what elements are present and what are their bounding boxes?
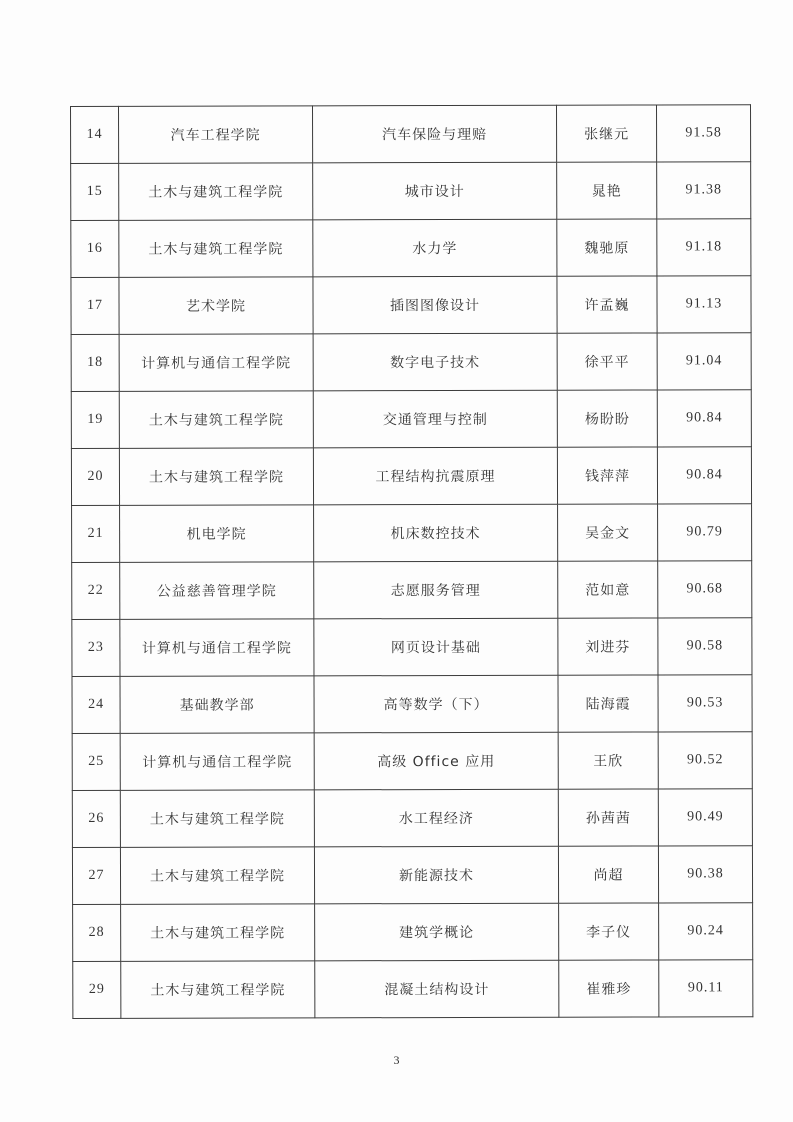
score-value: 91.38 (657, 162, 751, 219)
row-number: 14 (71, 106, 119, 163)
teacher-name: 杨盼盼 (557, 390, 657, 447)
table-row (71, 447, 751, 506)
college-name: 土木与建筑工程学院 (119, 163, 313, 221)
course-name: 机床数控技术 (314, 504, 558, 562)
college-name: 土木与建筑工程学院 (119, 391, 313, 449)
score-value: 91.58 (656, 105, 750, 162)
row-number: 27 (72, 847, 120, 904)
row-number: 28 (73, 904, 121, 961)
teacher-name: 吴金文 (558, 504, 658, 561)
teacher-name: 尚超 (558, 846, 658, 903)
teacher-name: 孙茜茜 (558, 789, 658, 846)
score-value: 90.53 (658, 675, 752, 732)
teacher-name: 魏驰原 (557, 219, 657, 276)
teacher-name: 晁艳 (557, 162, 657, 219)
college-name: 计算机与通信工程学院 (120, 619, 314, 677)
score-value: 90.24 (659, 903, 753, 960)
teacher-name: 李子仪 (559, 903, 659, 960)
score-value: 90.49 (658, 789, 752, 846)
college-name: 计算机与通信工程学院 (119, 334, 313, 392)
score-value: 91.18 (657, 219, 751, 276)
college-name: 土木与建筑工程学院 (120, 847, 314, 905)
teacher-name: 钱萍萍 (557, 447, 657, 504)
course-name: 高级 Office 应用 (314, 732, 558, 790)
teacher-name: 张继元 (556, 105, 656, 162)
table-row (71, 105, 751, 164)
college-name: 艺术学院 (119, 277, 313, 335)
score-value: 90.84 (657, 390, 751, 447)
teacher-name: 王欣 (558, 732, 658, 789)
row-number: 17 (71, 277, 119, 334)
table-row (73, 903, 753, 962)
course-name: 数字电子技术 (313, 333, 557, 391)
course-name: 水力学 (313, 219, 557, 277)
teacher-name: 陆海霞 (558, 675, 658, 732)
college-name: 公益慈善管理学院 (120, 562, 314, 620)
row-number: 26 (72, 790, 120, 847)
table-row (72, 618, 752, 677)
row-number: 24 (72, 676, 120, 733)
row-number: 15 (71, 163, 119, 220)
table-row (72, 732, 752, 791)
course-name: 网页设计基础 (314, 618, 558, 676)
table-row (72, 846, 752, 905)
row-number: 20 (71, 448, 119, 505)
row-number: 19 (71, 391, 119, 448)
score-value: 90.11 (659, 960, 753, 1017)
score-value: 90.52 (658, 732, 752, 789)
row-number: 29 (73, 961, 121, 1018)
row-number: 23 (72, 619, 120, 676)
score-value: 91.04 (657, 333, 751, 390)
course-name: 混凝土结构设计 (315, 960, 559, 1018)
college-name: 机电学院 (120, 505, 314, 563)
course-name: 志愿服务管理 (314, 561, 558, 619)
course-name: 交通管理与控制 (313, 390, 557, 448)
score-value: 90.68 (658, 561, 752, 618)
course-name: 汽车保险与理赔 (313, 105, 557, 163)
course-name: 建筑学概论 (315, 903, 559, 961)
college-name: 土木与建筑工程学院 (119, 220, 313, 278)
table-row (71, 390, 751, 449)
college-name: 土木与建筑工程学院 (119, 448, 313, 506)
ranking-table-body (71, 105, 753, 1019)
course-name: 城市设计 (313, 162, 557, 220)
college-name: 计算机与通信工程学院 (120, 733, 314, 791)
teacher-name: 崔雅珍 (559, 960, 659, 1017)
college-name: 基础教学部 (120, 676, 314, 734)
course-name: 工程结构抗震原理 (313, 447, 557, 505)
course-name: 新能源技术 (314, 846, 558, 904)
score-value: 91.13 (657, 276, 751, 333)
table-row (71, 219, 751, 278)
course-name: 插图图像设计 (313, 276, 557, 334)
table-row (73, 960, 753, 1019)
table-row (71, 276, 751, 335)
row-number: 16 (71, 220, 119, 277)
table-row (71, 162, 751, 221)
table-row (72, 504, 752, 563)
page-number: 3 (393, 1053, 400, 1067)
score-value: 90.58 (658, 618, 752, 675)
college-name: 土木与建筑工程学院 (120, 790, 314, 848)
score-value: 90.38 (658, 846, 752, 903)
table-row (72, 675, 752, 734)
ranking-table (70, 104, 753, 1019)
college-name: 土木与建筑工程学院 (121, 961, 315, 1019)
teacher-name: 范如意 (558, 561, 658, 618)
row-number: 21 (72, 505, 120, 562)
row-number: 25 (72, 733, 120, 790)
table-row (71, 333, 751, 392)
row-number: 22 (72, 562, 120, 619)
table-row (72, 789, 752, 848)
course-name: 水工程经济 (314, 789, 558, 847)
score-value: 90.79 (658, 504, 752, 561)
score-value: 90.84 (657, 447, 751, 504)
row-number: 18 (71, 334, 119, 391)
college-name: 汽车工程学院 (119, 106, 313, 164)
college-name: 土木与建筑工程学院 (121, 904, 315, 962)
teacher-name: 徐平平 (557, 333, 657, 390)
table-row (72, 561, 752, 620)
teacher-name: 许孟巍 (557, 276, 657, 333)
course-name: 高等数学（下） (314, 675, 558, 733)
teacher-name: 刘进芬 (558, 618, 658, 675)
